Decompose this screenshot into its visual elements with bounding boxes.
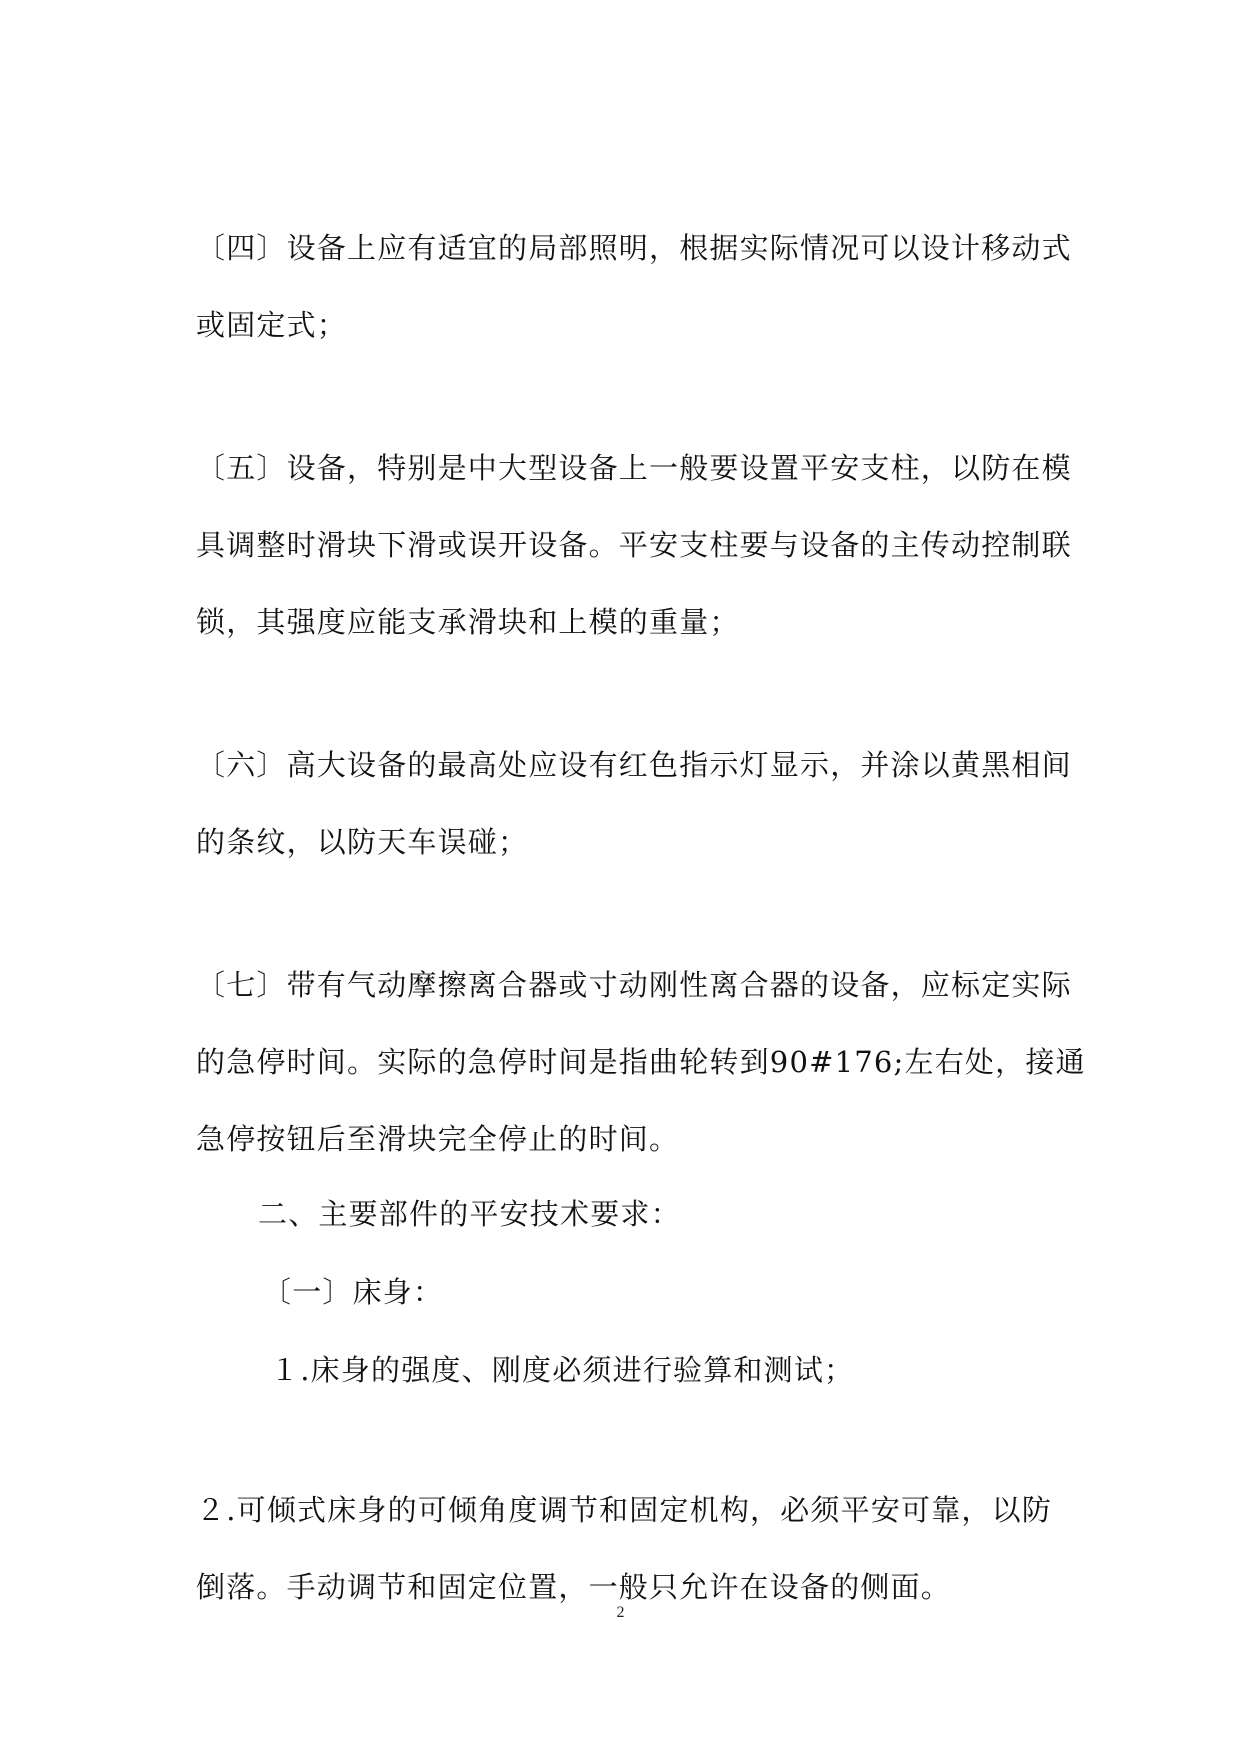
p4-line2: 或固定式； xyxy=(196,308,348,342)
p6-line2: 的条纹，以防天车误碰； xyxy=(196,825,529,859)
p4-line1: 〔四〕设备上应有适宜的局部照明，根据实际情况可以设计移动式 xyxy=(196,231,1072,265)
p5-line2: 具调整时滑块下滑或误开设备。平安支柱要与设备的主传动控制联 xyxy=(196,528,1072,562)
p7-line2: 的急停时间。实际的急停时间是指曲轮转到90#176;左右处，接通 xyxy=(196,1045,1086,1079)
p5-line1: 〔五〕设备，特别是中大型设备上一般要设置平安支柱，以防在模 xyxy=(196,451,1072,485)
page-number: 2 xyxy=(616,1604,625,1621)
p5-line3: 锁，其强度应能支承滑块和上模的重量； xyxy=(196,605,740,639)
subsection-heading: 〔一〕床身： xyxy=(262,1275,444,1309)
p7-line3: 急停按钮后至滑块完全停止的时间。 xyxy=(196,1122,680,1156)
p6-line1: 〔六〕高大设备的最高处应设有红色指示灯显示，并涂以黄黑相间 xyxy=(196,748,1072,782)
list-item-2-line1: ２.可倾式床身的可倾角度调节和固定机构，必须平安可靠，以防 xyxy=(196,1493,1053,1527)
p7-line1: 〔七〕带有气动摩擦离合器或寸动刚性离合器的设备，应标定实际 xyxy=(196,968,1072,1002)
list-item-2-line2: 倒落。手动调节和固定位置，一般只允许在设备的侧面。 xyxy=(196,1570,952,1604)
section-heading: 二、主要部件的平安技术要求： xyxy=(258,1197,681,1231)
list-item-1: １.床身的强度、刚度必须进行验算和测试； xyxy=(270,1353,855,1387)
